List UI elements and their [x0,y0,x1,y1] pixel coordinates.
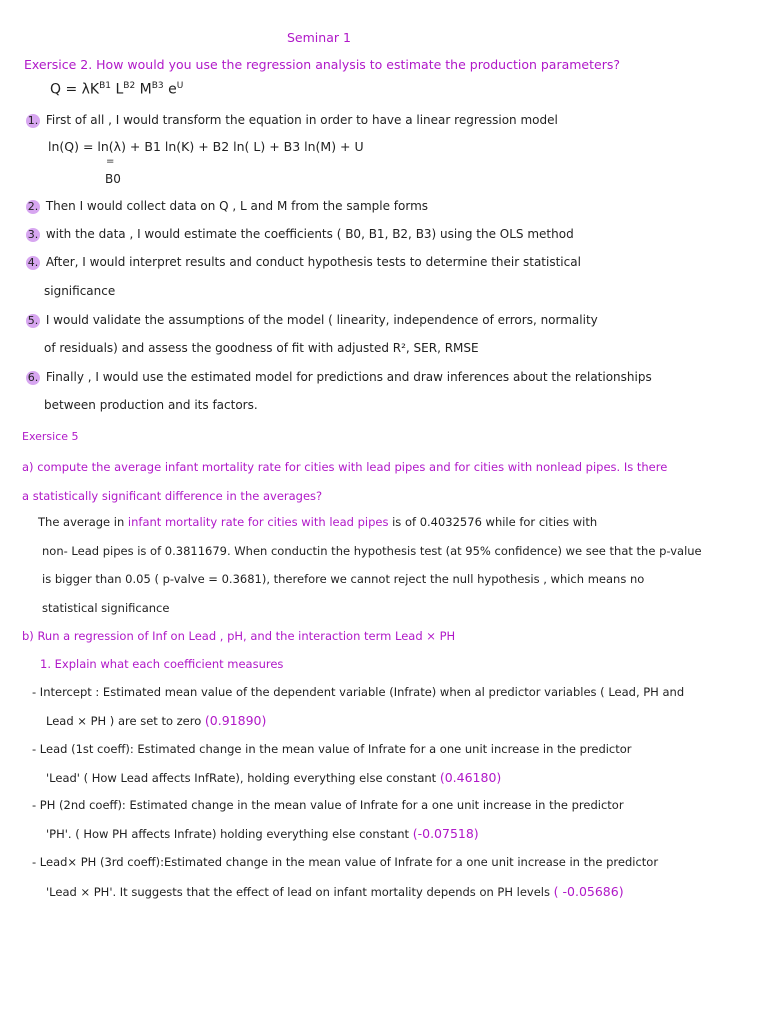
step-5 [26,313,598,328]
step-number: 6. [27,371,39,384]
coef-intercept-value: (0.91890) [204,713,267,728]
formula-lhs: Q = λK [50,81,100,98]
step-number: 5. [27,314,39,327]
step-text: I would validate the assumptions of the model ( linearity, independence of errors, normality [45,313,598,327]
answer-a-post: is of 0.4032576 while for cities with [392,515,598,529]
step-4-continued: significance [44,284,116,298]
b0-label: B0 [105,172,121,186]
coef-interaction-text: 'Lead × PH'. It suggests that the effect of lead on infant mortality depends on PH levels [46,885,550,899]
coef-intercept-text: Lead × PH ) are set to zero [46,714,202,728]
step-3 [26,227,574,242]
coef-lead-line1: - Lead (1st coeff): Estimated change in the mean value of Infrate for a one unit increase in the predictor [32,742,632,756]
formula-u: U [176,81,184,91]
formula-M: M [139,81,152,98]
formula-L: L [115,81,124,98]
coef-ph-line1: - PH (2nd coeff): Estimated change in the mean value of Infrate for a one unit increase in the predictor [32,798,624,812]
formula-b3: B3 [151,81,164,91]
answer-a-line3: is bigger than 0.05 ( p-valve = 0.3681), therefore we cannot reject the null hypothesis , which means no [42,572,645,586]
page-title: Seminar 1 [287,30,351,45]
exercise5-heading: Exersice 5 [22,430,79,443]
step-number: 1. [27,114,39,127]
coef-ph-value: (-0.07518) [412,826,479,841]
question-b1: 1. Explain what each coefficient measures [40,657,284,671]
answer-a-line1 [38,515,597,529]
step-text: Finally , I would use the estimated model for predictions and draw inferences about the relationships [45,370,652,384]
step-2 [26,199,428,214]
log-equation: ln(Q) = ln(λ) + B1 ln(K) + B2 ln( L) + B3 ln(M) + U [48,139,364,154]
step-text: First of all , I would transform the equation in order to have a linear regression model [45,113,558,127]
coef-interaction-line2 [46,884,624,899]
coef-interaction-value: ( -0.05686) [553,884,624,899]
step-6-continued: between production and its factors. [44,398,258,412]
coef-lead-value: (0.46180) [439,770,502,785]
question-a-line1: a) compute the average infant mortality rate for cities with lead pipes and for cities with nonlead pipes. Is there [22,460,668,474]
step-6 [26,370,652,385]
answer-a-line4: statistical significance [42,601,170,615]
coef-intercept-line1: - Intercept : Estimated mean value of the dependent variable (Infrate) when al predictor variables ( Lead, PH and [32,685,685,699]
question-a-line2: a statistically significant difference in the averages? [22,489,323,503]
coef-interaction-line1: - Lead× PH (3rd coeff):Estimated change in the mean value of Infrate for a one unit increase in the predictor [32,855,659,869]
exercise2-question: Exersice 2. How would you use the regression analysis to estimate the production parameters? [24,57,620,72]
step-number: 3. [27,228,39,241]
formula-e: e [168,81,177,98]
answer-a-pre: The average in [38,515,125,529]
step-text: with the data , I would estimate the coefficients ( B0, B1, B2, B3) using the OLS method [45,227,574,241]
coef-ph-line2 [46,826,479,841]
step-4 [26,255,581,270]
step-number: 4. [27,256,39,269]
coef-ph-text: 'PH'. ( How PH affects Infrate) holding everything else constant [46,827,410,841]
answer-a-highlight: infant mortality rate for cities with lead pipes [127,515,389,529]
equals-mark: = [106,156,115,167]
formula-b1: B1 [99,81,112,91]
formula-b2: B2 [123,81,136,91]
step-1 [26,113,558,128]
step-text: After, I would interpret results and conduct hypothesis tests to determine their statistical [45,255,581,269]
question-b: b) Run a regression of Inf on Lead , pH, and the interaction term Lead × PH [22,629,456,643]
coef-lead-line2 [46,770,501,785]
step-5-continued: of residuals) and assess the goodness of fit with adjusted R², SER, RMSE [44,341,479,355]
answer-a-line2: non- Lead pipes is of 0.3811679. When conductin the hypothesis test (at 95% confidence) we see that the p-value [42,544,702,558]
coef-intercept-line2 [46,713,266,728]
step-number: 2. [27,200,39,213]
production-function [50,81,183,98]
step-text: Then I would collect data on Q , L and M from the sample forms [45,199,429,213]
coef-lead-text: 'Lead' ( How Lead affects InfRate), holding everything else constant [46,771,437,785]
